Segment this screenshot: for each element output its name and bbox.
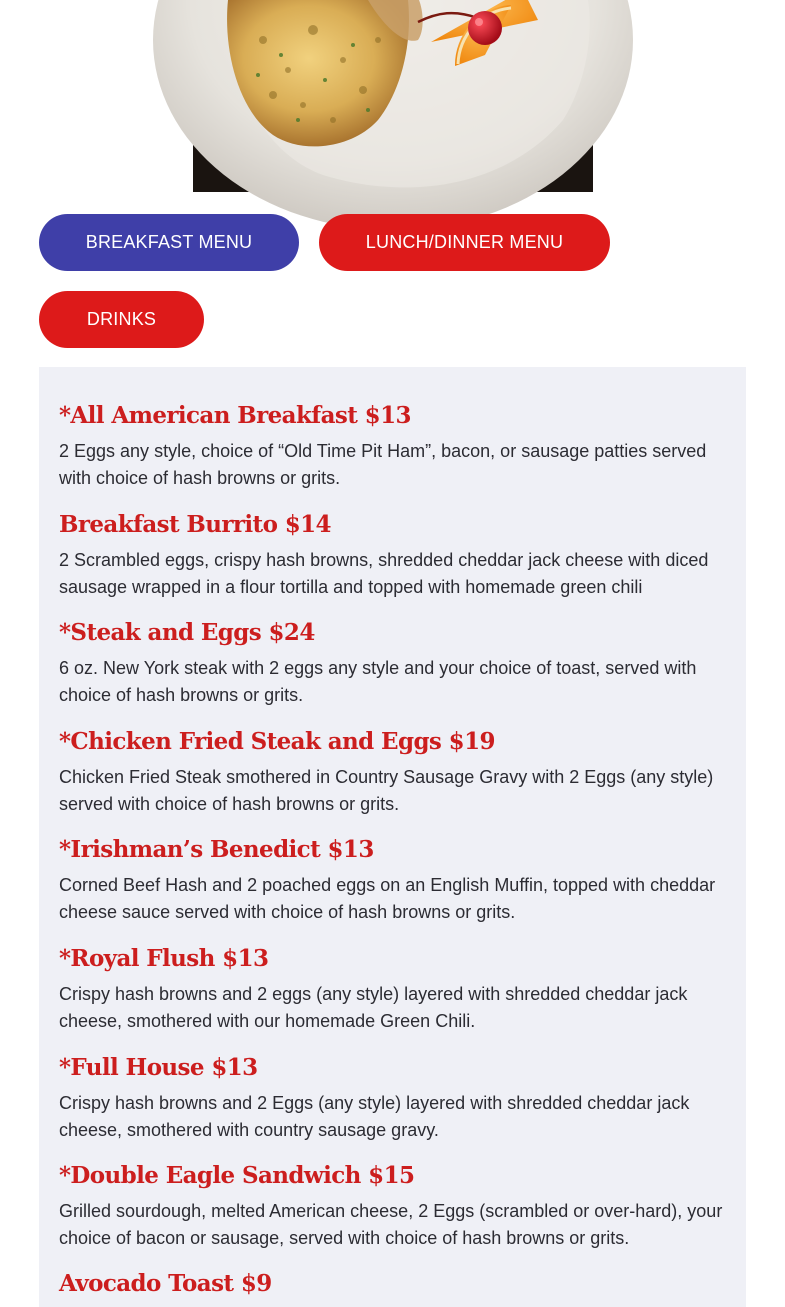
menu-item-title: Avocado Toast $9 <box>59 1270 272 1297</box>
menu-item <box>59 835 729 926</box>
menu-item-title: *Irishman’s Benedict $13 <box>59 836 374 863</box>
menu-item-description: 2 Scrambled eggs, crispy hash browns, shredded cheddar jack cheese with diced sausage wrapped in a flour tortilla and topped with homemade green chili <box>59 550 709 597</box>
breakfast-menu-panel <box>39 367 746 1307</box>
menu-item <box>59 401 729 492</box>
menu-item-title: *All American Breakfast $13 <box>59 402 411 429</box>
breakfast-menu-button[interactable]: BREAKFAST MENU <box>39 214 299 271</box>
menu-item-title: *Full House $13 <box>59 1054 258 1081</box>
menu-item-title: *Chicken Fried Steak and Eggs $19 <box>59 728 495 755</box>
lunch-dinner-menu-button[interactable]: LUNCH/DINNER MENU <box>319 214 610 271</box>
menu-item-description: Corned Beef Hash and 2 poached eggs on an English Muffin, topped with cheddar cheese sauce served with choice of hash browns or grits. <box>59 875 716 922</box>
menu-item-title: *Double Eagle Sandwich $15 <box>59 1162 415 1189</box>
drinks-button[interactable]: DRINKS <box>39 291 204 348</box>
menu-item-title: *Royal Flush $13 <box>59 945 269 972</box>
menu-item <box>59 1053 729 1144</box>
menu-item <box>59 727 729 818</box>
menu-item <box>59 618 729 709</box>
menu-item <box>59 1269 729 1299</box>
breakfast-plate-image <box>193 0 593 192</box>
menu-item <box>59 944 729 1035</box>
menu-item-description: Chicken Fried Steak smothered in Country Sausage Gravy with 2 Eggs (any style) served with choice of hash browns or grits. <box>59 767 714 814</box>
menu-item <box>59 1161 729 1252</box>
menu-item-title: *Steak and Eggs $24 <box>59 619 315 646</box>
menu-item-title: Breakfast Burrito $14 <box>59 511 331 538</box>
menu-item-description: 2 Eggs any style, choice of “Old Time Pit Ham”, bacon, or sausage patties served with choice of hash browns or grits. <box>59 441 707 488</box>
menu-item <box>59 510 729 601</box>
menu-item-description: Crispy hash browns and 2 Eggs (any style) layered with shredded cheddar jack cheese, smothered with country sausage gravy. <box>59 1093 690 1140</box>
menu-item-description: Crispy hash browns and 2 eggs (any style) layered with shredded cheddar jack cheese, smothered with our homemade Green Chili. <box>59 984 688 1031</box>
breakfast-plate-photo-icon <box>193 0 593 192</box>
menu-item-description: 6 oz. New York steak with 2 eggs any style and your choice of toast, served with choice of hash browns or grits. <box>59 658 697 705</box>
menu-item-description: Grilled sourdough, melted American cheese, 2 Eggs (scrambled or over-hard), your choice of bacon or sausage, served with choice of hash browns or grits. <box>59 1201 723 1248</box>
